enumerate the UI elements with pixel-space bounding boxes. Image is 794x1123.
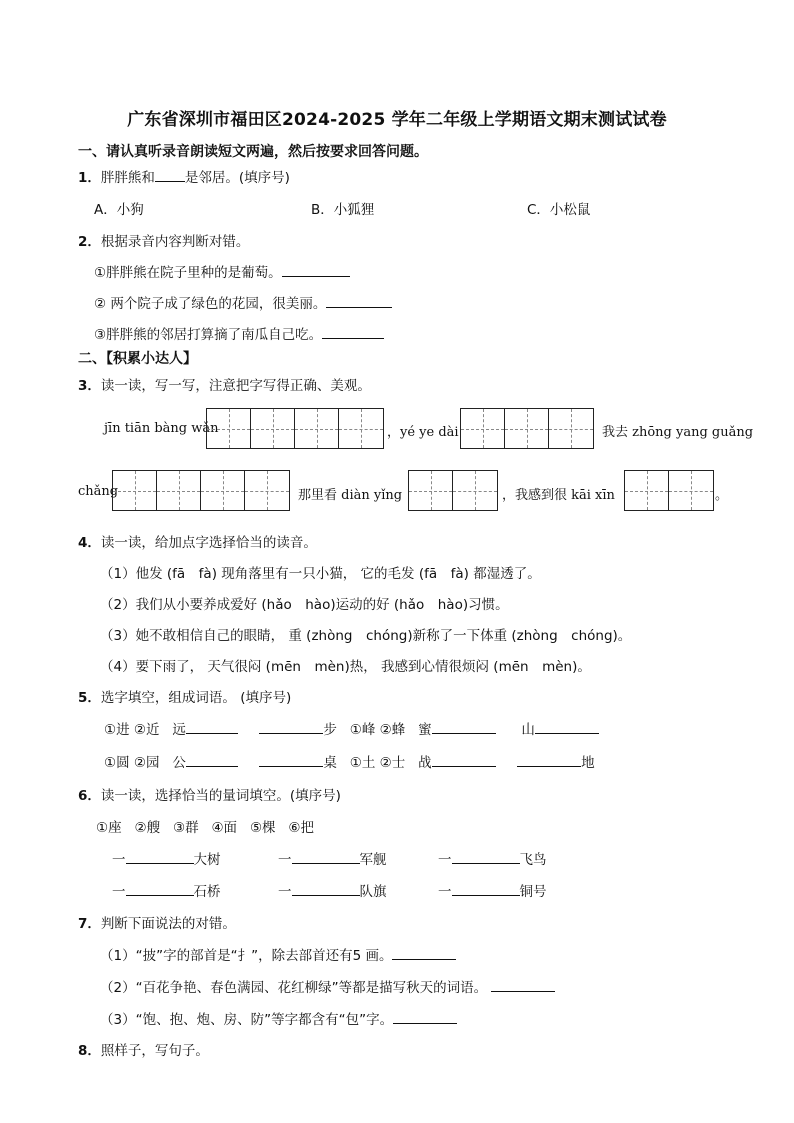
pinyin-text: 那里看 diàn yǐng [298, 488, 403, 503]
q7-item: （2）“百花争艳、春色满园、花红柳绿”等都是描写秋天的词语。 [100, 976, 555, 996]
question-7: 7．判断下面说法的对错。 [78, 916, 236, 932]
q6-blank: 一 军舰 [278, 852, 387, 868]
question-8: 8．照样子，写句子。 [78, 1043, 209, 1059]
section-1-heading: 一、请认真听录音朗读短文两遍，然后按要求回答问题。 [78, 144, 428, 160]
answer-blank[interactable] [186, 753, 238, 767]
page-title: 广东省深圳市福田区2024-2025 学年二年级上学期语文期末测试试卷 [127, 110, 667, 130]
q4-item: （3）她不敢相信自己的眼睛， 重 (zhòng chóng)新称了一下体重 (zhòng chóng)。 [100, 628, 632, 644]
pinyin-text: jīn tiān bàng wǎn [104, 421, 219, 436]
pinyin-text: chǎng [78, 484, 119, 499]
question-6: 6．读一读，选择恰当的量词填空。(填序号) [78, 788, 341, 804]
q1-option-a: A．小狗 [94, 202, 144, 218]
q2-item: ①胖胖熊在院子里种的是葡萄。 [94, 261, 350, 281]
answer-blank[interactable] [259, 720, 323, 734]
q4-item: （4）要下雨了， 天气很闷 (mēn mèn)热， 我感到心情很烦闷 (mēn mèn)。 [100, 659, 591, 675]
answer-blank[interactable] [259, 753, 323, 767]
answer-blank[interactable] [535, 720, 599, 734]
answer-blank[interactable] [432, 720, 496, 734]
answer-blank[interactable] [186, 720, 238, 734]
question-5: 5．选字填空，组成词语。 (填序号) [78, 690, 292, 706]
answer-blank[interactable] [432, 753, 496, 767]
writing-grid[interactable] [624, 470, 714, 511]
q6-blank: 一 队旗 [278, 884, 387, 900]
q6-blank: 一 飞鸟 [438, 852, 547, 868]
answer-blank[interactable] [393, 1010, 457, 1024]
period: 。 [715, 488, 729, 503]
question-2: 2．根据录音内容判断对错。 [78, 234, 250, 250]
answer-blank[interactable] [322, 325, 384, 339]
q5-row-1: ①进 ②近 远 步 ①峰 ②蜂 蜜 山 [104, 718, 599, 738]
question-1: 1．胖胖熊和 是邻居。(填序号) [78, 170, 290, 186]
question-number: 1． [78, 170, 101, 186]
answer-blank[interactable] [491, 978, 555, 992]
q7-item: （1）“披”字的部首是“扌”，除去部首还有5 画。 [100, 944, 456, 964]
writing-grid[interactable] [112, 470, 290, 511]
answer-blank[interactable] [326, 294, 392, 308]
pinyin-text: ，yé ye dài [387, 425, 459, 440]
q4-item: （2）我们从小要养成爱好 (hǎo hào)运动的好 (hǎo hào)习惯。 [100, 597, 509, 613]
q6-options: ①座 ②艘 ③群 ④面 ⑤棵 ⑥把 [96, 820, 315, 836]
pinyin-text: ，我感到很 kāi xīn [502, 488, 615, 503]
q2-item: ③胖胖熊的邻居打算摘了南瓜自己吃。 [94, 323, 384, 343]
question-4: 4．读一读，给加点字选择恰当的读音。 [78, 535, 317, 551]
q6-blank: 一 铜号 [438, 884, 547, 900]
q4-item: （1）他发 (fā fà) 现角落里有一只小猫， 它的毛发 (fā fà) 都湿透了。 [100, 566, 541, 582]
writing-grid[interactable] [460, 408, 594, 449]
q2-item: ② 两个院子成了绿色的花园，很美丽。 [94, 292, 392, 312]
pinyin-text: 我去 zhōng yang guǎng [602, 425, 754, 440]
question-3: 3．读一读，写一写，注意把字写得正确、美观。 [78, 378, 371, 394]
q1-option-c: C．小松鼠 [527, 202, 591, 218]
writing-grid[interactable] [206, 408, 384, 449]
answer-blank[interactable] [517, 753, 581, 767]
answer-blank[interactable] [155, 168, 185, 182]
q7-item: （3）“饱、抱、炮、房、防”等字都含有“包”字。 [100, 1008, 457, 1028]
q6-blank: 一 石桥 [112, 884, 221, 900]
answer-blank[interactable] [282, 263, 350, 277]
writing-grid[interactable] [408, 470, 498, 511]
section-2-heading: 二、【积累小达人】 [78, 351, 197, 367]
q6-blank: 一 大树 [112, 852, 221, 868]
answer-blank[interactable] [392, 946, 456, 960]
q1-option-b: B．小狐狸 [311, 202, 375, 218]
q5-row-2: ①圆 ②园 公 桌 ①土 ②士 战 地 [104, 755, 595, 771]
